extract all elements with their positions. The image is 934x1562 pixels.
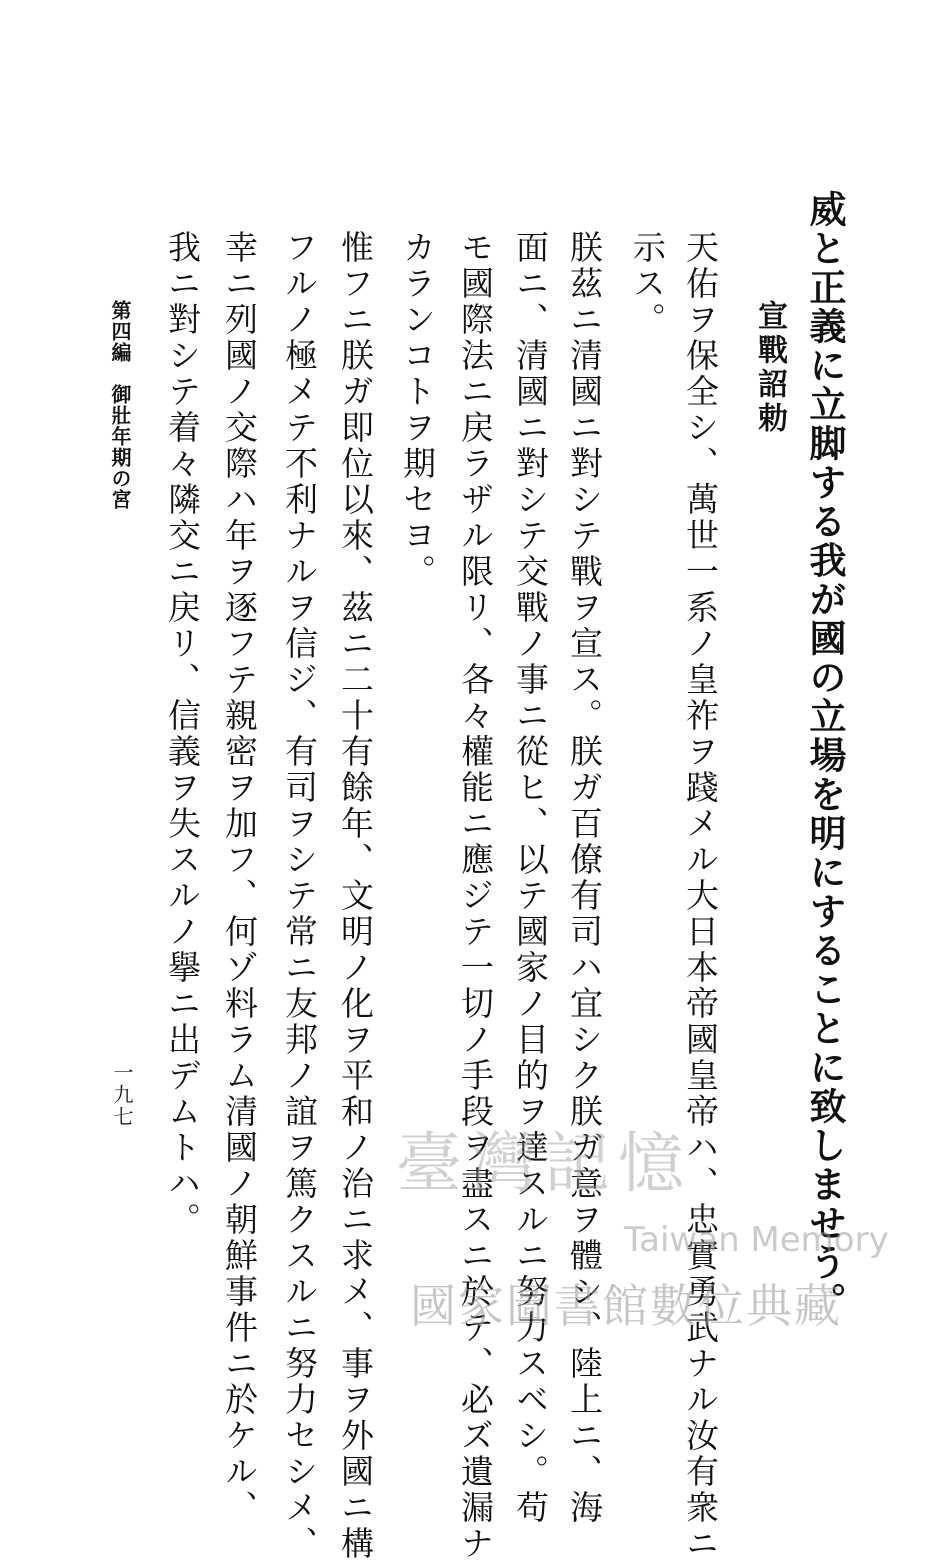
rescript-title: 宣戰詔勅 bbox=[752, 300, 787, 436]
page-number: 一九七 bbox=[110, 1062, 134, 1128]
rescript-line: 幸ニ列國ノ交際ハ年ヲ逐フテ親密ヲ加フ、何ゾ料ラム清國ノ朝鮮事件ニ於ケル、 bbox=[220, 230, 259, 1526]
rescript-line: 朕茲ニ清國ニ對シテ戰ヲ宣ス。朕ガ百僚有司ハ宜シク朕ガ意ヲ體シ、陸上ニ、海 bbox=[565, 230, 604, 1526]
rescript-line: カランコトヲ期セヨ。 bbox=[398, 230, 437, 590]
watermark-org: 國家圖書館數位典藏 bbox=[410, 1279, 842, 1333]
rescript-line: 我ニ對シテ着々隣交ニ戻リ、信義ヲ失スルノ擧ニ出デムトハ。 bbox=[163, 230, 202, 1238]
section-title: 第四編 御壯年期の宮 bbox=[108, 300, 132, 510]
narrative-line: 威と正義に立脚する我が國の立場を明にすることに致しませう。 bbox=[803, 190, 847, 1321]
watermark-chinese: 臺灣記憶 bbox=[396, 1125, 692, 1202]
watermark-english: Taiwan Memory bbox=[624, 1220, 889, 1260]
rescript-line: モ國際法ニ戻ラザル限リ、各々權能ニ應ジテ一切ノ手段ヲ盡スニ於テ、必ズ遺漏ナ bbox=[456, 230, 495, 1562]
rescript-line: 惟フニ朕ガ即位以來、茲ニ二十有餘年、文明ノ化ヲ平和ノ治ニ求メ、事ヲ外國ニ構 bbox=[336, 230, 375, 1562]
rescript-line: フルノ極メテ不利ナルヲ信ジ、有司ヲシテ常ニ友邦ノ誼ヲ篤クスルニ努力セシメ、 bbox=[280, 230, 319, 1562]
rescript-line: 面ニ、清國ニ對シテ交戰ノ事ニ從ヒ、以テ國家ノ目的ヲ達スルニ努力スベシ。苟 bbox=[511, 230, 550, 1526]
rescript-line: 天佑ヲ保全シ、萬世一系ノ皇祚ヲ踐メル大日本帝國皇帝ハ、忠實勇武ナル汝有衆ニ bbox=[681, 230, 720, 1562]
rescript-line: 示ス。 bbox=[628, 230, 667, 338]
watermark bbox=[396, 1110, 889, 1340]
